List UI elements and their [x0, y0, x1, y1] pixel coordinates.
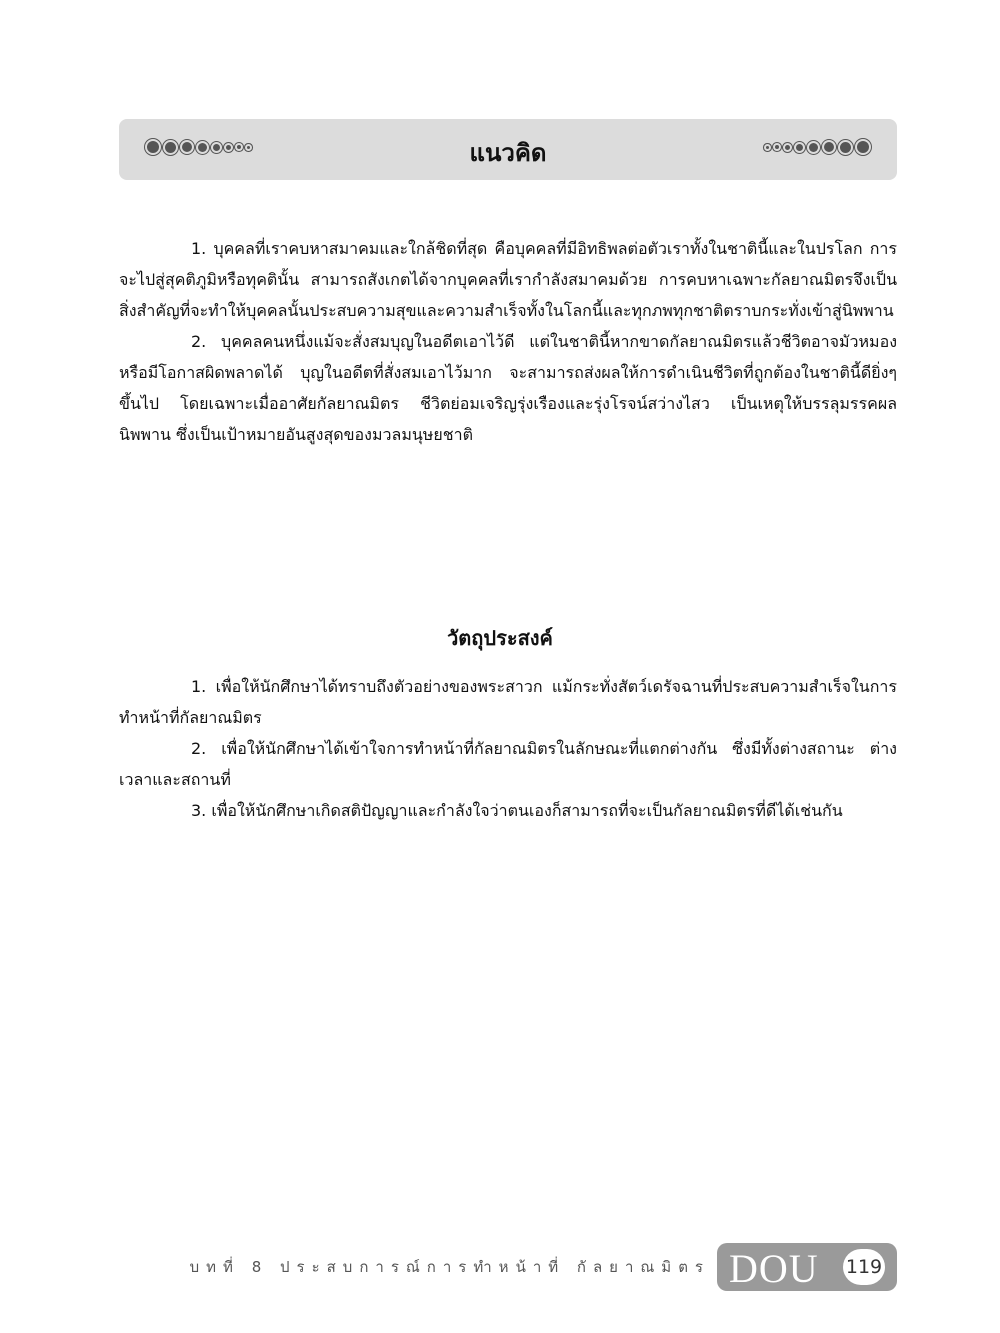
objectives-title: วัตถุประสงค์	[447, 626, 553, 650]
chapter-title: บทที่ 8 ประสบการณ์การทำหน้าที่ กัลยาณมิตร	[189, 1258, 710, 1276]
concept-paragraph-2: 2. บุคคลคนหนึ่งแม้จะสั่งสมบุญในอดีตเอาไว้ดี แต่ในชาตินี้หากขาดกัลยาณมิตรแล้วชีวิตอาจมัวหมอง หรือมีโอกาสผิดพลาดได้ บุญในอดีตที่สั่งสมเอาไว้มาก จะสามารถส่งผลให้การดำเนินชีวิตที่ถูกต้องในชาตินี้ดียิ่งๆ ขึ้นไป โดยเฉพาะเมื่ออาศัยกัลยาณมิตร ชีวิตย่อมเจริญรุ่งเรืองและรุ่งโรจน์สว่างไสว เป็นเหตุให้บรรลุมรรคผลนิพพาน ซึ่งเป็นเป้าหมายอันสูงสุดของมวลมนุษยชาติ	[119, 332, 897, 444]
objective-item-1: 1. เพื่อให้นักศึกษาได้ทราบถึงตัวอย่างของพระสาวก แม้กระทั่งสัตว์เดรัจฉานที่ประสบความสำเร็จในการทำหน้าที่กัลยาณมิตร	[119, 677, 897, 727]
concept-paragraph-1: 1. บุคคลที่เราคบหาสมาคมและใกล้ชิดที่สุด คือบุคคลที่มีอิทธิพลต่อตัวเราทั้งในชาตินี้และในปรโลก การจะไปสู่สุคติภูมิหรือทุคตินั้น สามารถสังเกตได้จากบุคคลที่เรากำลังสมาคมด้วย การคบหาเฉพาะกัลยาณมิตรจึงเป็นสิ่งสำคัญที่จะทำให้บุคคลนั้นประสบความสุขและความสำเร็จทั้งในโลกนี้และทุกภพทุกชาติตราบกระทั่งเข้าสู่นิพพาน	[119, 239, 897, 320]
dot-icon	[766, 146, 769, 149]
dot-icon	[785, 145, 790, 150]
page-number: 119	[843, 1249, 885, 1285]
dot-icon	[824, 142, 834, 152]
dou-logo: DOU	[729, 1246, 819, 1291]
dot-icon	[840, 142, 851, 153]
concept-header-bar	[119, 119, 897, 180]
dot-icon	[775, 145, 779, 149]
footer-badge	[717, 1243, 897, 1291]
decorative-dots-right	[766, 141, 869, 153]
objective-item-3: 3. เพื่อให้นักศึกษาเกิดสติปัญญาและกำลังใจว่าตนเองก็สามารถที่จะเป็นกัลยาณมิตรที่ดีได้เช่นกัน	[191, 801, 843, 820]
section-title-concept: แนวคิด	[469, 139, 547, 167]
dot-icon	[857, 141, 869, 153]
dot-icon	[809, 143, 818, 152]
objective-item-2: 2. เพื่อให้นักศึกษาได้เข้าใจการทำหน้าที่กัลยาณมิตรในลักษณะที่แตกต่างกัน ซึ่งมีทั้งต่างสถานะ ต่างเวลาและสถานที่	[119, 739, 897, 789]
concept-section	[119, 233, 897, 450]
page-footer	[0, 1243, 1000, 1291]
objectives-section	[119, 671, 897, 826]
dot-icon	[796, 144, 803, 151]
